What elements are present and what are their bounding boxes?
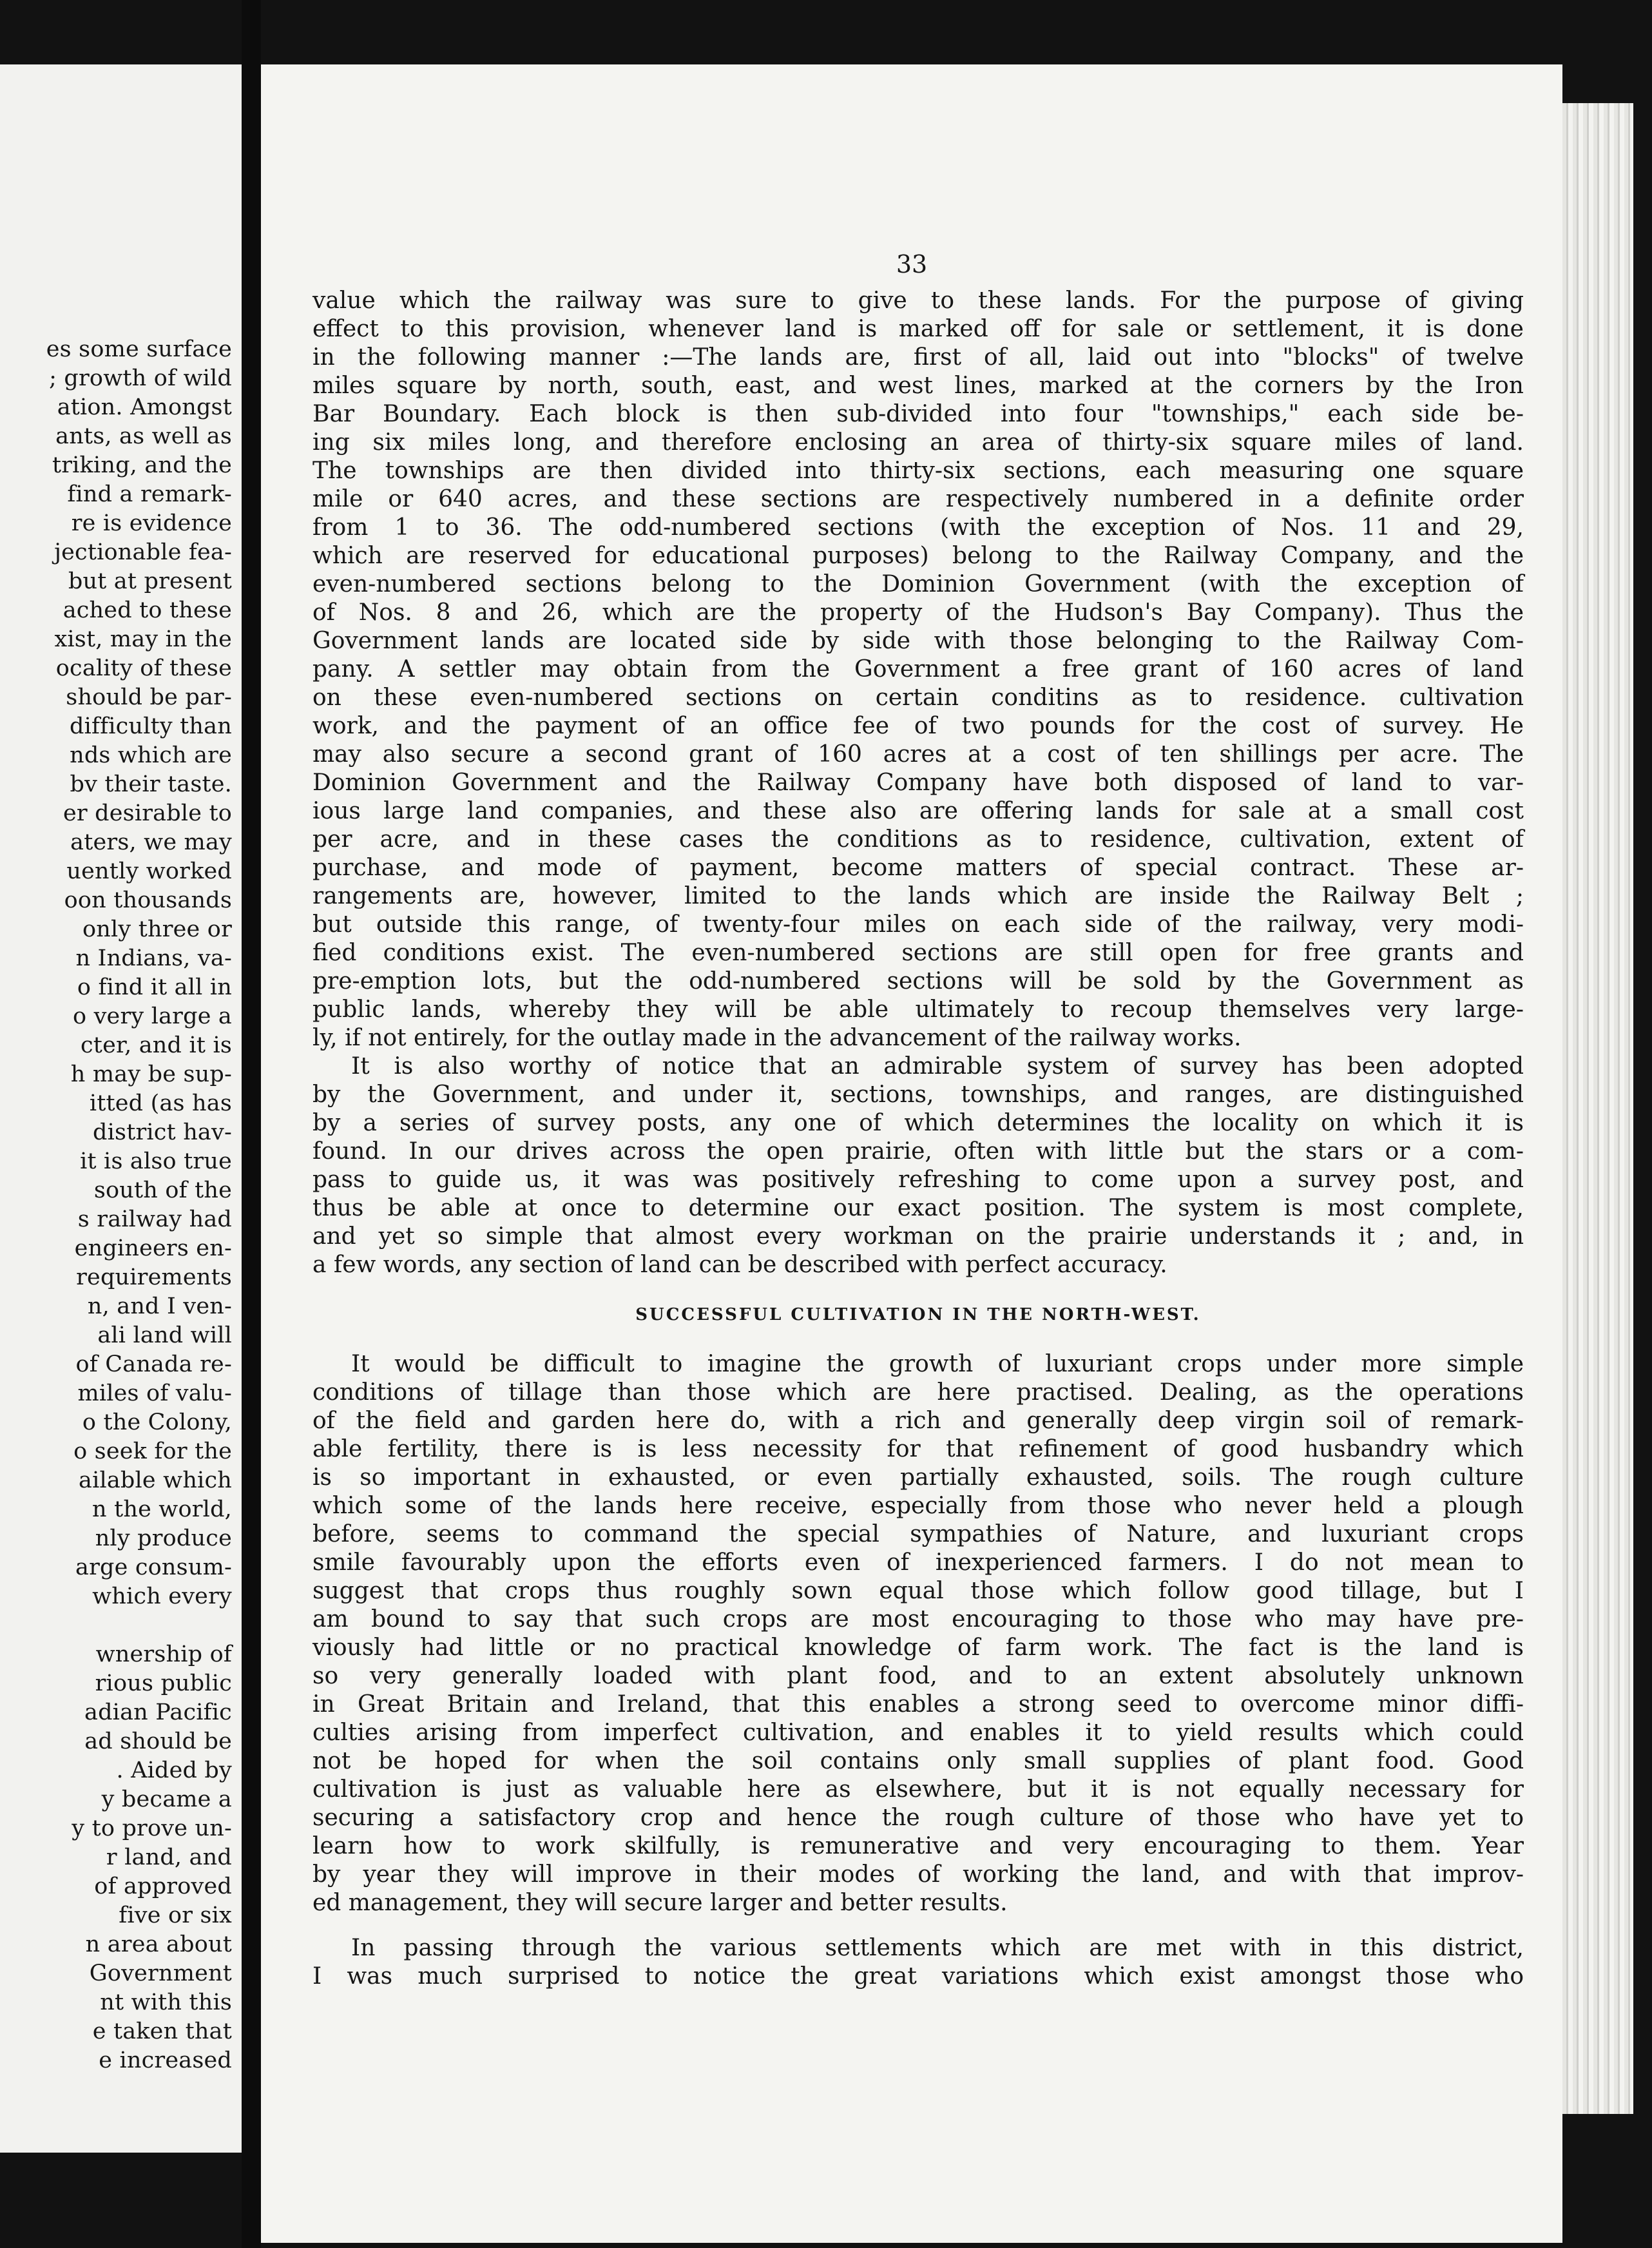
left-page-line: district hav- [93,1119,232,1145]
text-line: but outside this range, of twenty-four miles on each side of the railway, very modi- [312,911,1524,938]
left-page-line: ached to these [62,597,232,623]
left-page-line: y to prove un- [72,1816,232,1841]
left-page-line: south of the [93,1177,232,1203]
left-page-line: Government [89,1961,232,1986]
left-page-line: n the world, [92,1497,232,1522]
text-line: found. In our drives across the open prairie, often with little but the stars or a com- [312,1138,1524,1165]
text-line: ed management, they will secure larger and better results. [312,1890,1008,1916]
text-line: which are reserved for educational purposes) belong to the Railway Company, and the [312,543,1524,569]
text-line: value which the railway was sure to give to these lands. For the purpose of giving [312,287,1524,314]
left-page-line: o find it all in [77,974,232,1000]
text-line: ly, if not entirely, for the outlay made in the advancement of the railway works. [312,1025,1242,1051]
left-page-line: oon thousands [64,887,232,913]
text-line: by the Government, and under it, sections, townships, and ranges, are distinguished [312,1081,1524,1108]
left-page-line: ailable which [79,1468,232,1493]
left-page-line: . Aided by [116,1758,232,1783]
text-line: by year they will improve in their modes of working the land, and with that improv- [312,1861,1524,1888]
left-page-line: nly produce [95,1526,232,1551]
left-page-line: ; growth of wild [49,365,232,391]
text-line: pany. A settler may obtain from the Government a free grant of 160 acres of land [312,656,1524,683]
left-page-text [0,335,232,2075]
left-page-line [0,1611,232,1640]
left-page-line: ation. Amongst [57,394,232,420]
left-page-line: of Canada re- [75,1352,232,1377]
left-page-line: find a remark- [67,481,232,507]
left-page-line: should be par- [66,684,232,710]
text-line: so very generally loaded with plant food, and to an extent absolutely unknown [312,1663,1524,1689]
left-page-line: ocality of these [55,655,232,681]
text-line: fied conditions exist. The even-numbered sections are still open for free grants and [312,940,1524,966]
text-line: ious large land companies, and these also are offering lands for sale at a small cost [312,798,1524,824]
text-line: smile favourably upon the efforts even of inexperienced farmers. I do not mean to [312,1549,1524,1576]
paragraph-settlements [312,1934,1524,1991]
left-page-line: o the Colony, [82,1410,232,1435]
left-page-line: n, and I ven- [87,1294,232,1319]
left-page-line: triking, and the [52,452,232,478]
text-line: The townships are then divided into thirty-six sections, each measuring one square [312,458,1524,484]
left-page-line: aters, we may [70,829,232,855]
left-page-line: h may be sup- [70,1061,232,1087]
left-page-line: but at present [68,568,232,594]
text-line: effect to this provision, whenever land is marked off for sale or settlement, it is done [312,316,1524,342]
left-page-line: er desirable to [62,800,232,826]
body-text [312,287,1524,1991]
left-page-line: uently worked [66,858,232,884]
left-page-line: adian Pacific [84,1700,232,1725]
left-page-line: it is also true [80,1148,232,1174]
text-line: Bar Boundary. Each block is then sub-divided into four "townships," each side be- [312,401,1524,427]
left-page-line: wnership of [95,1642,232,1667]
left-page-line: five or six [119,1903,232,1928]
text-line: securing a satisfactory crop and hence the rough culture of those who have yet to [312,1805,1524,1831]
text-line: which some of the lands here receive, especially from those who never held a plough [312,1493,1524,1519]
text-line: not be hoped for when the soil contains only small supplies of plant food. Good [312,1748,1524,1774]
left-page-line: ants, as well as [55,423,232,449]
left-page-line: arge consum- [75,1555,232,1580]
text-line: even-numbered sections belong to the Dominion Government (with the exception of [312,571,1524,597]
text-line: work, and the payment of an office fee of two pounds for the cost of survey. He [312,713,1524,739]
left-page-line: nds which are [70,742,232,768]
left-page-line: ad should be [84,1729,232,1754]
paragraph-land-survey [312,287,1524,1052]
left-page-line: xist, may in the [54,626,232,652]
text-line: mile or 640 acres, and these sections are respectively numbered in a definite order [312,486,1524,512]
text-line: able fertility, there is is less necessity for that refinement of good husbandry which [312,1436,1524,1462]
text-line: public lands, whereby they will be able ultimately to recoup themselves very large- [312,996,1524,1023]
left-page-line: of approved [94,1874,232,1899]
text-line: per acre, and in these cases the conditions as to residence, cultivation, extent of [312,826,1524,853]
text-line: In passing through the various settlements which are met with in this district, [351,1935,1524,1961]
paragraph-survey-system [312,1052,1524,1279]
left-page-line: o very large a [72,1003,232,1029]
left-page-line: rious public [95,1671,232,1696]
left-page-line: nt with this [100,1990,232,2015]
left-page-line: only three or [82,916,232,942]
right-page [261,64,1562,2243]
text-line: cultivation is just as valuable here as elsewhere, but it is not equally necessary for [312,1776,1524,1803]
text-line: It would be difficult to imagine the growth of luxuriant crops under more simple [351,1351,1524,1377]
text-line: a few words, any section of land can be described with perfect accuracy. [312,1252,1167,1278]
text-line: conditions of tillage than those which are here practised. Dealing, as the operations [312,1379,1524,1406]
left-page-line: which every [92,1584,232,1609]
left-page-line: n area about [85,1932,232,1957]
text-line: from 1 to 36. The odd-numbered sections (with the exception of Nos. 11 and 29, [312,514,1524,541]
text-line: of Nos. 8 and 26, which are the property of the Hudson's Bay Company). Thus the [312,599,1524,626]
text-line: by a series of survey posts, any one of which determines the locality on which it is [312,1110,1524,1136]
left-page-line: e increased [99,2048,232,2073]
page-number: 33 [896,250,928,278]
text-line: is so important in exhausted, or even partially exhausted, soils. The rough culture [312,1464,1524,1491]
text-line: am bound to say that such crops are most encouraging to those who may have pre- [312,1606,1524,1633]
text-line: learn how to work skilfully, is remunerative and very encouraging to them. Year [312,1833,1524,1859]
text-line: viously had little or no practical knowledge of farm work. The fact is the land is [312,1634,1524,1661]
left-page-line: itted (as has [89,1090,232,1116]
left-page-line: r land, and [106,1845,232,1870]
paragraph-cultivation [312,1350,1524,1917]
text-line: before, seems to command the special sympathies of Nature, and luxuriant crops [312,1521,1524,1547]
left-page-line: n Indians, va- [75,945,232,971]
left-page [0,64,242,2153]
left-page-line: re is evidence [71,510,232,536]
text-line: pre-emption lots, but the odd-numbered sections will be sold by the Government as [312,968,1524,994]
left-page-line: y became a [101,1787,232,1812]
left-page-line: requirements [76,1264,232,1290]
left-page-line: miles of valu- [77,1381,232,1406]
left-page-line: es some surface [46,336,232,362]
text-line: and yet so simple that almost every workman on the prairie understands it ; and, in [312,1223,1524,1250]
text-line: It is also worthy of notice that an admirable system of survey has been adopted [351,1053,1524,1080]
text-line: suggest that crops thus roughly sown equal those which follow good tillage, but I [312,1578,1524,1604]
text-line: on these even-numbered sections on certain conditins as to residence. cultivation [312,684,1524,711]
text-line: rangements are, however, limited to the lands which are inside the Railway Belt ; [312,883,1524,909]
text-line: miles square by north, south, east, and west lines, marked at the corners by the Iron [312,373,1524,399]
left-page-line: difficulty than [69,713,232,739]
section-heading: SUCCESSFUL CULTIVATION IN THE NORTH-WEST. [635,1305,1201,1324]
text-line: Dominion Government and the Railway Company have both disposed of land to var- [312,770,1524,796]
text-line: purchase, and mode of payment, become matters of special contract. These ar- [312,855,1524,881]
text-line: Government lands are located side by side with those belonging to the Railway Com- [312,628,1524,654]
text-line: culties arising from imperfect cultivation, and enables it to yield results which could [312,1720,1524,1746]
book-gutter [242,0,261,2248]
text-line: in Great Britain and Ireland, that this enables a strong seed to overcome minor diffi- [312,1691,1524,1718]
left-page-line: bv their taste. [70,771,232,797]
left-page-line: o seek for the [73,1439,232,1464]
left-page-line: engineers en- [74,1235,232,1261]
text-line: I was much surprised to notice the great variations which exist amongst those who [312,1963,1524,1990]
left-page-line: ali land will [97,1323,232,1348]
text-line: of the field and garden here do, with a rich and generally deep virgin soil of remark- [312,1408,1524,1434]
left-page-line: e taken that [92,2019,232,2044]
left-page-line: cter, and it is [81,1032,232,1058]
page-edge-stack [1562,103,1633,2114]
text-line: ing six miles long, and therefore enclosing an area of thirty-six square miles of land. [312,429,1524,456]
text-line: may also secure a second grant of 160 acres at a cost of ten shillings per acre. The [312,741,1524,768]
text-line: pass to guide us, it was was positively refreshing to come upon a survey post, and [312,1167,1524,1193]
left-page-line: jectionable fea- [54,539,232,565]
text-line: thus be able at once to determine our exact position. The system is most complete, [312,1195,1524,1221]
left-page-line: s railway had [77,1206,232,1232]
text-line: in the following manner :—The lands are, first of all, laid out into "blocks" of twelve [312,344,1524,371]
